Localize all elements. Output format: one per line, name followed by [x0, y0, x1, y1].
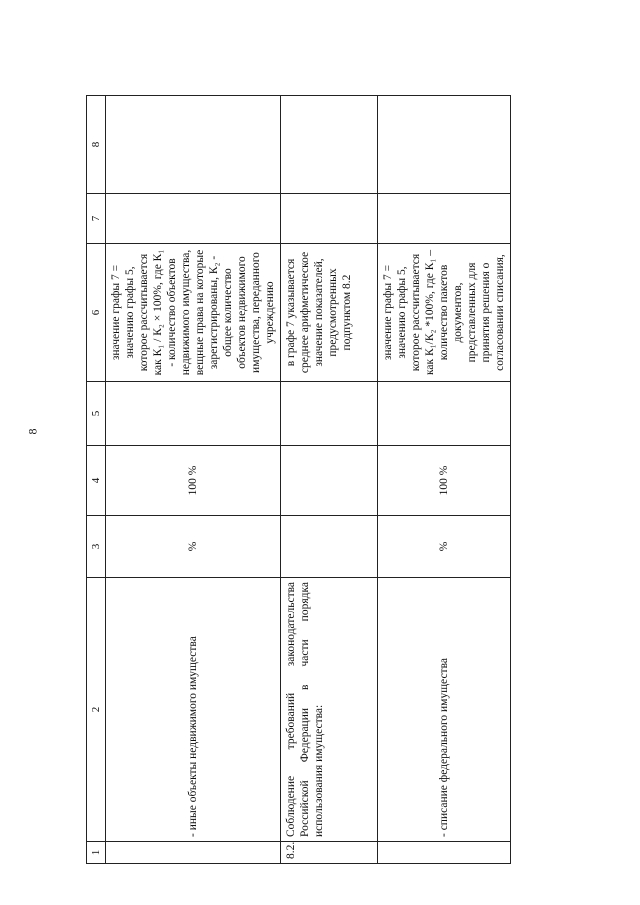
col7-cell — [106, 194, 281, 244]
col8-cell — [106, 96, 281, 194]
header-cell: 7 — [87, 194, 106, 244]
page-number: 8 — [25, 428, 40, 435]
table-row — [281, 96, 378, 864]
actual-value — [378, 382, 511, 446]
header-cell: 1 — [87, 842, 106, 864]
row-number: 8.2. — [281, 842, 378, 864]
unit-cell — [281, 516, 378, 578]
row-number — [106, 842, 281, 864]
header-cell: 8 — [87, 96, 106, 194]
col7-cell — [378, 194, 511, 244]
indicators-table — [86, 95, 511, 864]
col8-cell — [281, 96, 378, 194]
actual-value — [281, 382, 378, 446]
table-row — [378, 96, 511, 864]
col7-cell — [281, 194, 378, 244]
unit-cell: % — [106, 516, 281, 578]
header-cell: 6 — [87, 244, 106, 382]
table-row — [106, 96, 281, 864]
calculation-method: значение графы 7 = значению графы 5, которое рассчитывается как К₁ / К₂ × 100%, где К₁ - количество объектов недвижимого имущества, вещные права на которые зарегистрированы, К₂ - общее количество объектов недвижимого имущества, переданного учреждению — [106, 244, 281, 382]
calculation-method: значение графы 7 = значению графы 5, которое рассчитывается как К₁/К₂ *100%, где К₁ – количество пакетов документов, представленных для принятия решения о согласовании списания, — [378, 244, 511, 382]
unit-cell: % — [378, 516, 511, 578]
target-value: 100 % — [106, 446, 281, 516]
header-cell: 2 — [87, 578, 106, 842]
calculation-method: в графе 7 указывается среднее арифметическое значение показателей, предусмотренных подпунктом 8.2 — [281, 244, 378, 382]
col8-cell — [378, 96, 511, 194]
table-header-row — [87, 96, 106, 864]
indicator-name: - иные объекты недвижимого имущества — [106, 578, 281, 842]
indicator-name: - списание федерального имущества — [378, 578, 511, 842]
rotated-page-content — [86, 96, 596, 864]
target-value: 100 % — [378, 446, 511, 516]
header-cell: 4 — [87, 446, 106, 516]
target-value — [281, 446, 378, 516]
actual-value — [106, 382, 281, 446]
header-cell: 5 — [87, 382, 106, 446]
header-cell: 3 — [87, 516, 106, 578]
row-number — [378, 842, 511, 864]
indicator-name: Соблюдение требований законодательства Российской Федерации в части порядка использования имущества: — [281, 578, 378, 842]
